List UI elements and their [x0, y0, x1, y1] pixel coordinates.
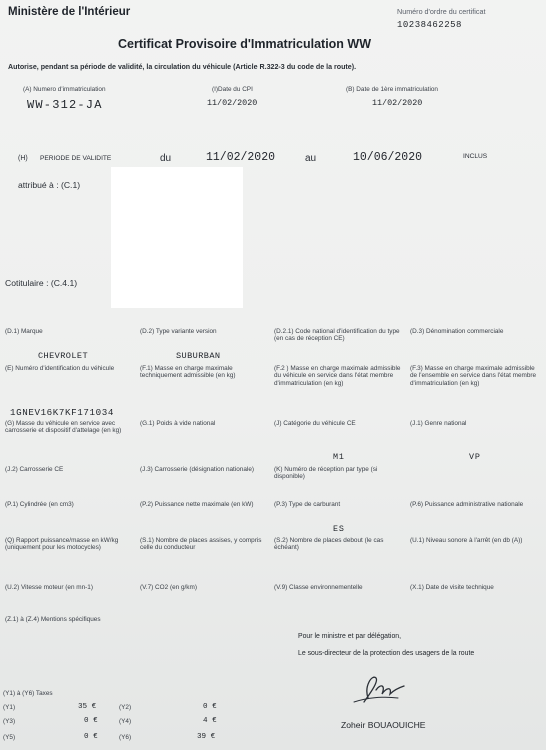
p3-label: (P.3) Type de carburant: [274, 501, 341, 508]
g-label: (G) Masse du véhicule en service avec carrosserie et dispositif d'attelage (en kg): [5, 420, 122, 435]
tax-y2-value: 0 €: [203, 703, 217, 711]
validity-du: du: [160, 153, 172, 164]
j2-label: (J.2) Carrosserie CE: [5, 466, 64, 473]
tax-y1-label: (Y1): [3, 704, 16, 711]
validity-to-date: 10/06/2020: [353, 151, 423, 164]
certificate-subtitle: Autorise, pendant sa période de validité, la circulation du véhicule (Article R.322-3 du code de la route).: [8, 63, 357, 71]
certificate-title: Certificat Provisoire d'Immatriculation WW: [118, 37, 372, 51]
signature-image: [346, 668, 416, 708]
d1-label: (D.1) Marque: [5, 328, 43, 335]
v9-label: (V.9) Classe environnementelle: [274, 584, 363, 591]
validity-period-label: PERIODE DE VALIDITE: [40, 155, 112, 162]
registration-number: WW-312-JA: [27, 98, 103, 112]
cotitulaire-label: Cotitulaire : (C.4.1): [5, 278, 78, 288]
vin-value: 1GNEV16K7KF171034: [10, 407, 114, 418]
d2-label: (D.2) Type variante version: [140, 328, 217, 335]
k-label: (K) Numéro de réception par type (si disponible): [274, 466, 378, 481]
first-registration-date-label: (B) Date de 1ère immatriculation: [346, 86, 438, 93]
validity-from-date: 11/02/2020: [206, 151, 276, 164]
s2-label: (S.2) Nombre de places debout (le cas échéant): [274, 537, 384, 552]
j3-label: (J.3) Carrosserie (désignation nationale): [140, 466, 255, 473]
order-number: 10238462258: [397, 20, 462, 30]
taxes-title: (Y1) à (Y6) Taxes: [3, 690, 53, 697]
validity-h-label: (H): [18, 155, 28, 162]
tax-y5-value: 0 €: [84, 733, 98, 741]
validity-inclus: INCLUS: [463, 153, 488, 160]
z-label: (Z.1) à (Z.4) Mentions spécifiques: [5, 616, 101, 623]
d3-label: (D.3) Dénomination commerciale: [410, 328, 504, 335]
ministry-heading: Ministère de l'Intérieur: [8, 6, 131, 18]
p1-label: (P.1) Cylindrée (en cm3): [5, 501, 74, 508]
tax-y6-value: 39 €: [197, 733, 216, 741]
f3-label: (F.3) Masse en charge maximale admissible de l'ensemble en service dans l'état membre d'immatriculation (en kg): [410, 365, 537, 387]
u2-label: (U.2) Vitesse moteur (en mn-1): [5, 584, 93, 591]
cpi-date-label: (I)Date du CPI: [212, 86, 253, 93]
holder-label: attribué à : (C.1): [18, 180, 81, 190]
tax-y2-label: (Y2): [119, 704, 132, 711]
first-registration-date: 11/02/2020: [372, 98, 423, 108]
s1-label: (S.1) Nombre de places assises, y compris celle du conducteur: [140, 537, 262, 552]
d2-value: SUBURBAN: [176, 351, 221, 361]
delegation-line-2: Le sous-directeur de la protection des usagers de la route: [298, 650, 475, 657]
tax-y3-label: (Y3): [3, 718, 16, 725]
d21-label: (D.2.1) Code national d'identification du type (en cas de réception CE): [274, 328, 400, 343]
registration-number-label: (A) Numero d'immatriculation: [23, 86, 106, 93]
order-number-label: Numéro d'ordre du certificat: [397, 7, 486, 16]
p2-label: (P.2) Puissance nette maximale (en kW): [140, 501, 254, 508]
tax-y5-label: (Y5): [3, 734, 16, 741]
j1-label: (J.1) Genre national: [410, 420, 467, 427]
f2-label: (F.2 ) Masse en charge maximale admissible du véhicule en service dans l'état membre d'immatriculation (en kg): [274, 365, 401, 387]
x1-label: (X.1) Date de visite technique: [410, 584, 494, 591]
j-label: (J) Catégorie du véhicule CE: [274, 420, 356, 427]
tax-y4-value: 4 €: [203, 717, 217, 725]
p3-value: ES: [333, 524, 345, 534]
q-label: (Q) Rapport puissance/masse en kW/kg (uniquement pour les motocycles): [5, 537, 119, 552]
tax-y4-label: (Y4): [119, 718, 132, 725]
cpi-date: 11/02/2020: [207, 98, 258, 108]
v7-label: (V.7) CO2 (en g/km): [140, 584, 197, 591]
d1-value: CHEVROLET: [38, 351, 89, 361]
f1-label: (F.1) Masse en charge maximale techniquement admissible (en kg): [140, 365, 236, 380]
redacted-holder-block: [111, 167, 243, 308]
delegation-line-1: Pour le ministre et par délégation,: [298, 633, 402, 640]
j-value: M1: [333, 452, 345, 462]
tax-y6-label: (Y6): [119, 734, 132, 741]
g1-label: (G.1) Poids à vide national: [140, 420, 216, 427]
p6-label: (P.6) Puissance administrative nationale: [410, 501, 524, 508]
u1-label: (U.1) Niveau sonore à l'arrêt (en db (A)): [410, 537, 523, 544]
tax-y1-value: 35 €: [78, 703, 97, 711]
j1-value: VP: [469, 452, 481, 462]
validity-au: au: [305, 153, 317, 164]
signatory-name: Zoheir BOUAOUICHE: [341, 720, 426, 730]
e-label: (E) Numéro d'identification du véhicule: [5, 365, 115, 372]
tax-y3-value: 0 €: [84, 717, 98, 725]
